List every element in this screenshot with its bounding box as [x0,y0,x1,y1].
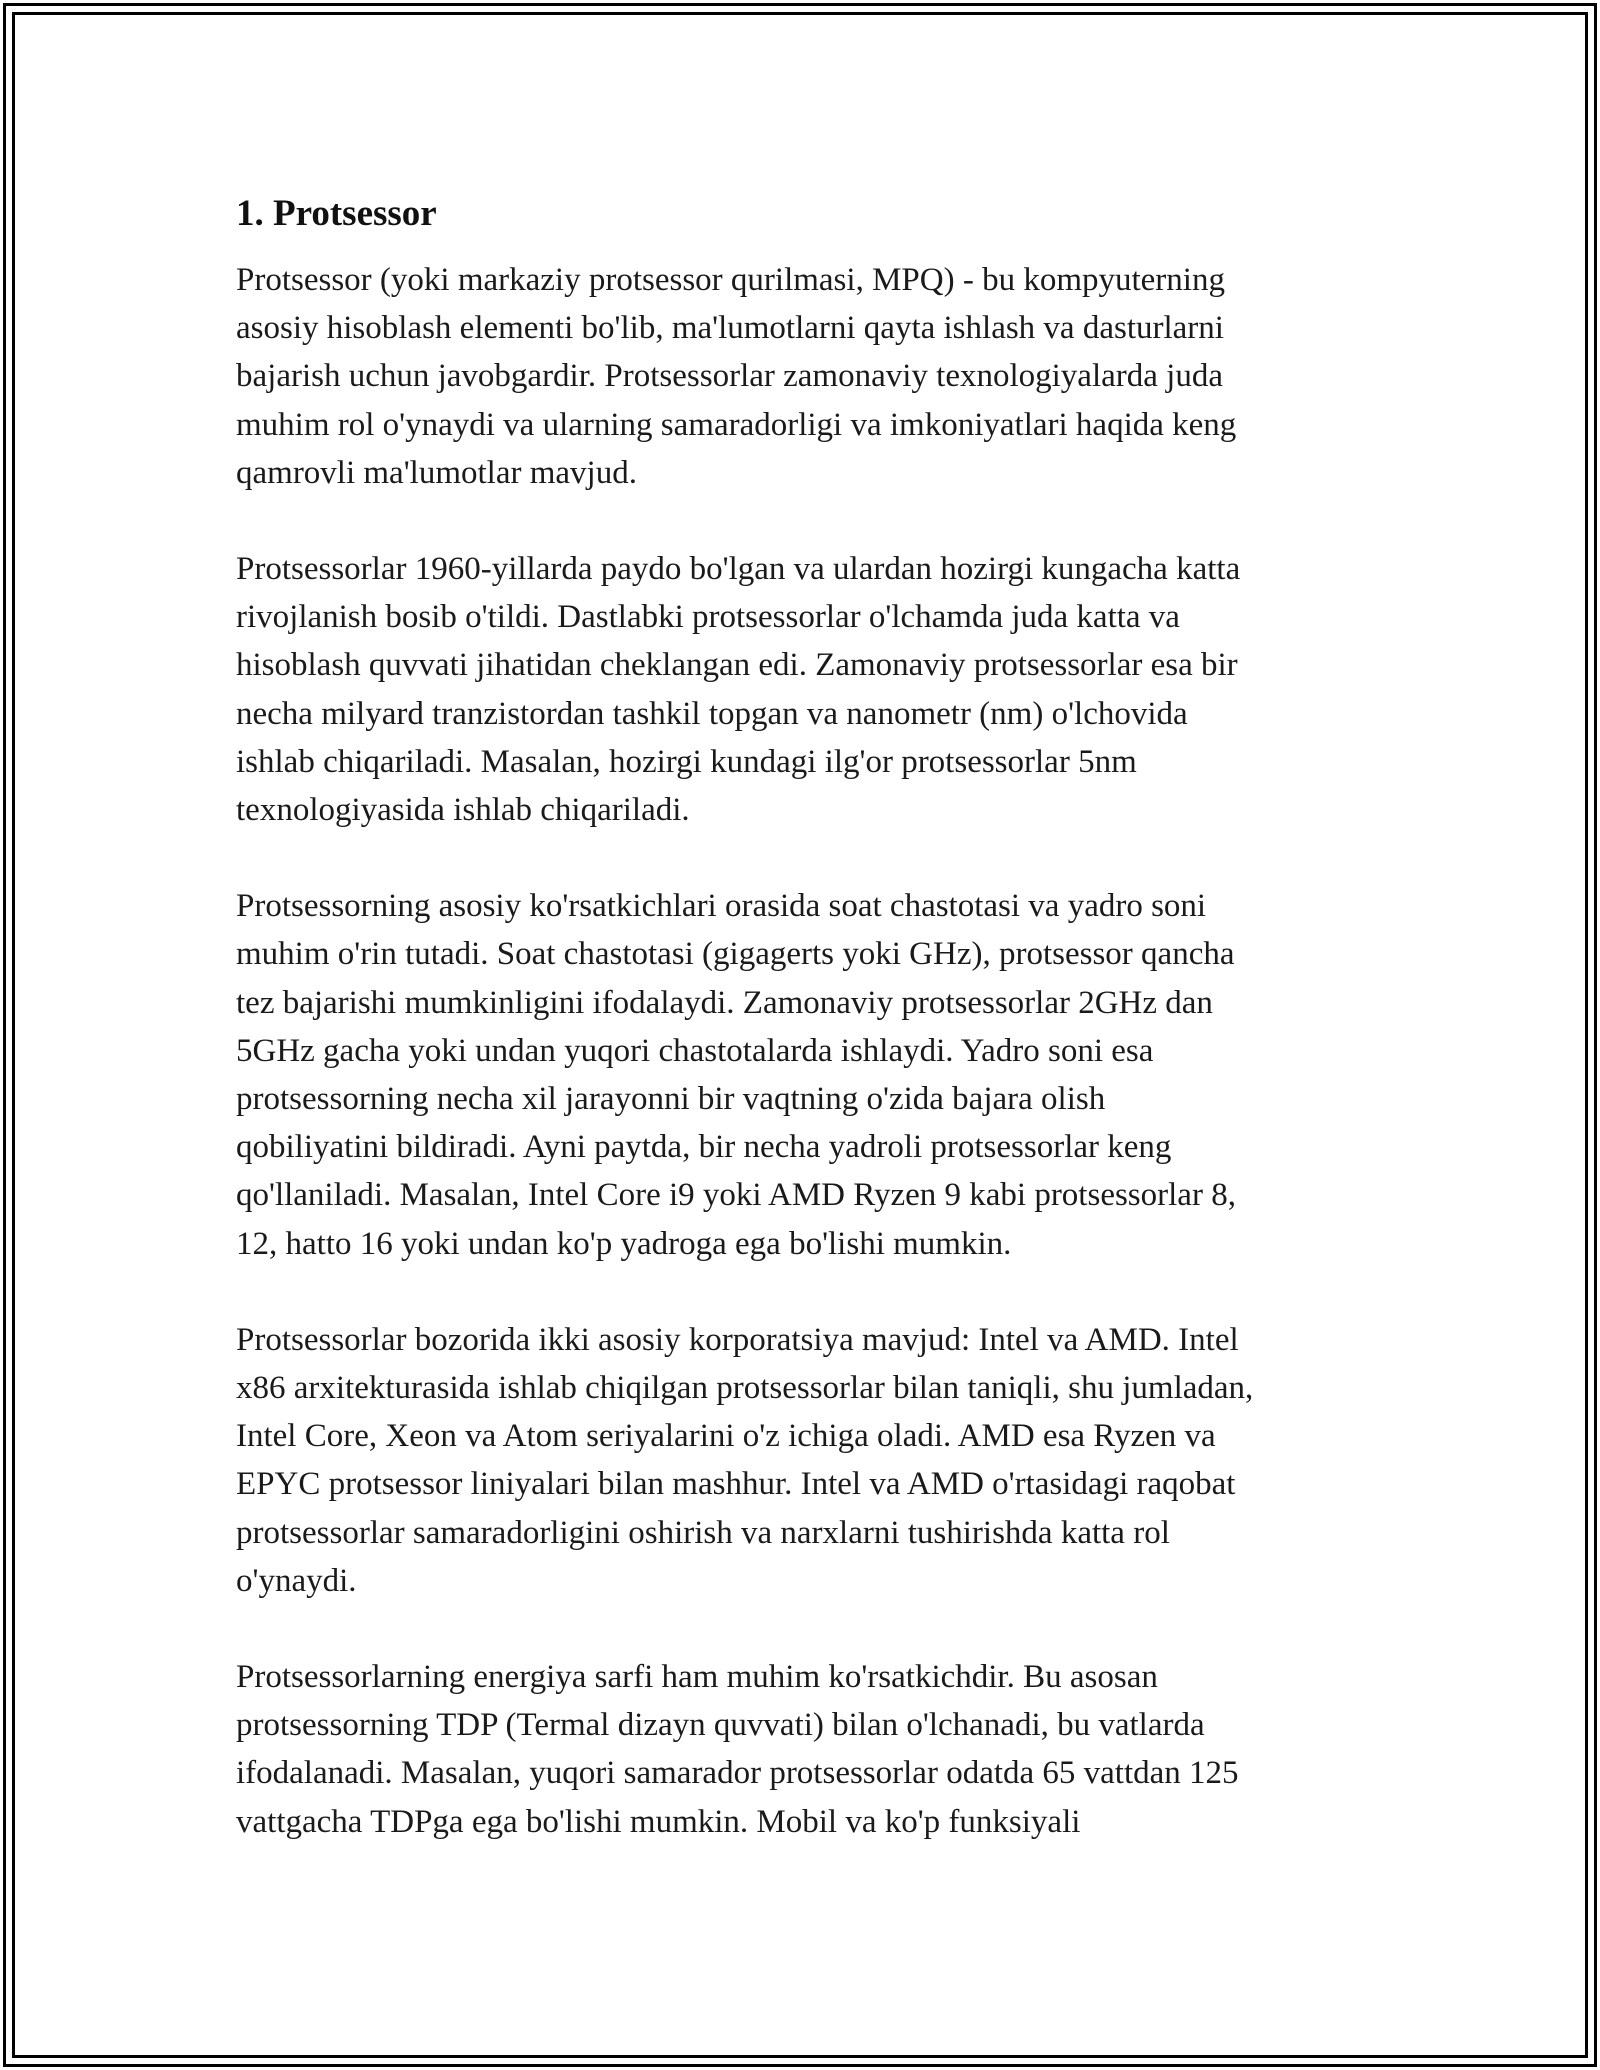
paragraph-4: Protsessorlar bozorida ikki asosiy korporatsiya mavjud: Intel va AMD. Intel x86 arxitekturasida ishlab chiqilgan protsessorlar bilan taniqli, shu jumladan, Intel Core, Xeon va Atom seriyalarini o'z ichiga oladi. AMD esa Ryzen va EPYC protsessor liniyalari bilan mashhur. Intel va AMD o'rtasidagi raqobat protsessorlar samaradorligini oshirish va narxlarni tushirishda katta rol o'ynaydi. [236,1321,1254,1599]
section-heading: 1. Protsessor [236,193,437,234]
paragraph-5: Protsessorlarning energiya sarfi ham muhim ko'rsatkichdir. Bu asosan protsessorning TDP (Termal dizayn quvvati) bilan o'lchanadi, bu vatlarda ifodalanadi. Masalan, yuqori samarador protsessorlar odatda 65 vattdan 125 vattgacha TDPga ega bo'lishi mumkin. Mobil va ko'p funksiyali [236,1659,1239,1840]
document-body [236,188,1376,1894]
paragraph-1: Protsessor (yoki markaziy protsessor qurilmasi, MPQ) - bu kompyuterning asosiy hisoblash elementi bo'lib, ma'lumotlarni qayta ishlash va dasturlarni bajarish uchun javobgardir. Protsessorlar zamonaviy texnologiyalarda juda muhim rol o'ynaydi va ularning samaradorligi va imkoniyatlari haqida keng qamrovli ma'lumotlar mavjud. [236,262,1237,491]
paragraph-3: Protsessorning asosiy ko'rsatkichlari orasida soat chastotasi va yadro soni muhim o'rin tutadi. Soat chastotasi (gigagerts yoki GHz), protsessor qancha tez bajarishi mumkinligini ifodalaydi. Zamonaviy protsessorlar 2GHz dan 5GHz gacha yoki undan yuqori chastotalarda ishlaydi. Yadro soni esa protsessorning necha xil jarayonni bir vaqtning o'zida bajara olish qobiliyatini bildiradi. Ayni paytda, bir necha yadroli protsessorlar keng qo'llaniladi. Masalan, Intel Core i9 yoki AMD Ryzen 9 kabi protsessorlar 8, 12, hatto 16 yoki undan ko'p yadroga ega bo'lishi mumkin. [236,888,1236,1262]
paragraph-2: Protsessorlar 1960-yillarda paydo bo'lgan va ulardan hozirgi kungacha katta rivojlanish bosib o'tildi. Dastlabki protsessorlar o'lchamda juda katta va hisoblash quvvati jihatidan cheklangan edi. Zamonaviy protsessorlar esa bir necha milyard tranzistordan tashkil topgan va nanometr (nm) o'lchovida ishlab chiqariladi. Masalan, hozirgi kundagi ilg'or protsessorlar 5nm texnologiyasida ishlab chiqariladi. [236,551,1241,829]
